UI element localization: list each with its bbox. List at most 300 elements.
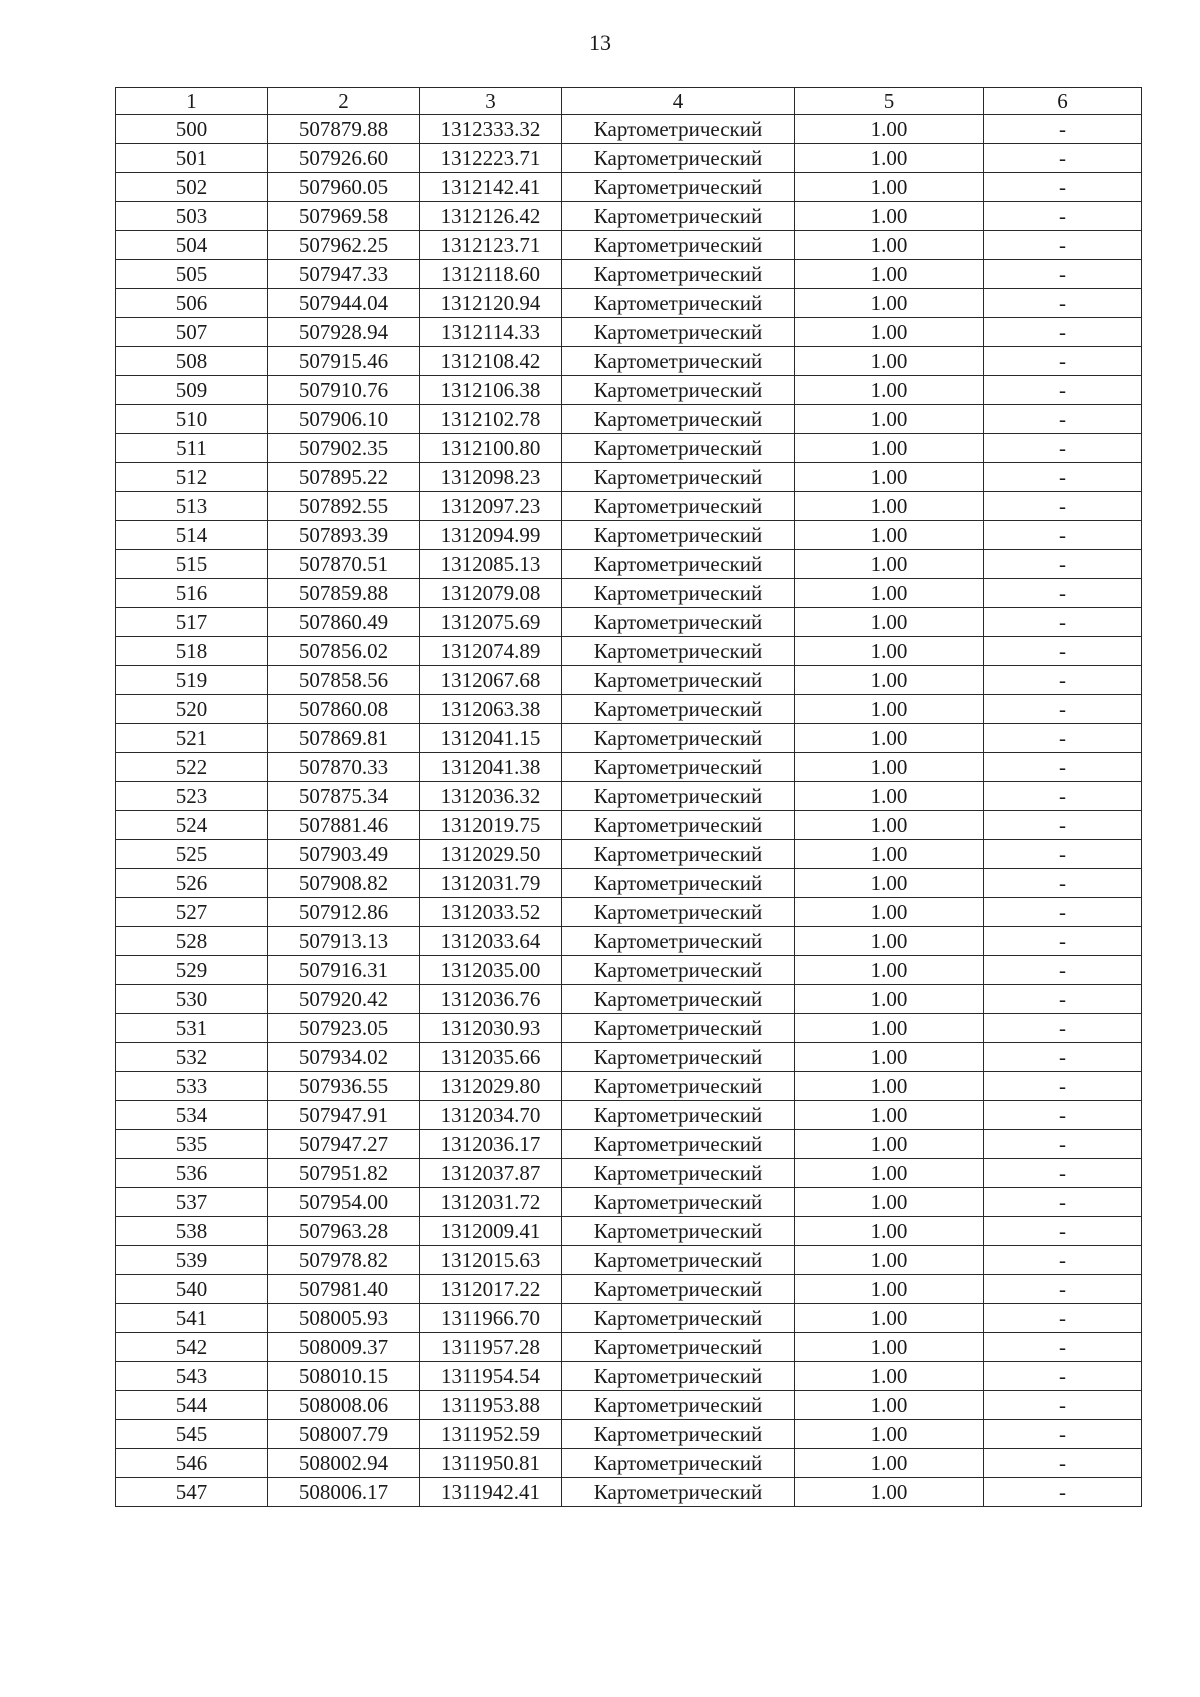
note-cell: - xyxy=(984,1420,1142,1449)
x-coordinate-cell: 507860.08 xyxy=(268,695,420,724)
method-cell: Картометрический xyxy=(562,492,795,521)
x-coordinate-cell: 507870.51 xyxy=(268,550,420,579)
note-cell: - xyxy=(984,579,1142,608)
method-cell: Картометрический xyxy=(562,637,795,666)
x-coordinate-cell: 507926.60 xyxy=(268,144,420,173)
method-cell: Картометрический xyxy=(562,840,795,869)
method-cell: Картометрический xyxy=(562,1246,795,1275)
table-row xyxy=(116,115,1142,144)
note-cell: - xyxy=(984,985,1142,1014)
note-cell: - xyxy=(984,1391,1142,1420)
accuracy-cell: 1.00 xyxy=(795,1391,984,1420)
accuracy-cell: 1.00 xyxy=(795,1333,984,1362)
point-number-cell: 539 xyxy=(116,1246,268,1275)
method-cell: Картометрический xyxy=(562,1043,795,1072)
x-coordinate-cell: 507969.58 xyxy=(268,202,420,231)
method-cell: Картометрический xyxy=(562,724,795,753)
note-cell: - xyxy=(984,260,1142,289)
x-coordinate-cell: 507951.82 xyxy=(268,1159,420,1188)
note-cell: - xyxy=(984,144,1142,173)
note-cell: - xyxy=(984,1304,1142,1333)
point-number-cell: 512 xyxy=(116,463,268,492)
x-coordinate-cell: 507875.34 xyxy=(268,782,420,811)
x-coordinate-cell: 507936.55 xyxy=(268,1072,420,1101)
table-row xyxy=(116,1130,1142,1159)
x-coordinate-cell: 507916.31 xyxy=(268,956,420,985)
point-number-cell: 519 xyxy=(116,666,268,695)
note-cell: - xyxy=(984,1217,1142,1246)
accuracy-cell: 1.00 xyxy=(795,347,984,376)
note-cell: - xyxy=(984,1072,1142,1101)
y-coordinate-cell: 1312108.42 xyxy=(420,347,562,376)
x-coordinate-cell: 507913.13 xyxy=(268,927,420,956)
y-coordinate-cell: 1312223.71 xyxy=(420,144,562,173)
accuracy-cell: 1.00 xyxy=(795,115,984,144)
x-coordinate-cell: 508008.06 xyxy=(268,1391,420,1420)
note-cell: - xyxy=(984,289,1142,318)
note-cell: - xyxy=(984,173,1142,202)
x-coordinate-cell: 507915.46 xyxy=(268,347,420,376)
page-number: 13 xyxy=(589,30,611,55)
method-cell: Картометрический xyxy=(562,347,795,376)
y-coordinate-cell: 1312114.33 xyxy=(420,318,562,347)
accuracy-cell: 1.00 xyxy=(795,231,984,260)
table-row xyxy=(116,666,1142,695)
point-number-cell: 522 xyxy=(116,753,268,782)
point-number-cell: 525 xyxy=(116,840,268,869)
point-number-cell: 508 xyxy=(116,347,268,376)
x-coordinate-cell: 507908.82 xyxy=(268,869,420,898)
note-cell: - xyxy=(984,521,1142,550)
accuracy-cell: 1.00 xyxy=(795,376,984,405)
table-row xyxy=(116,782,1142,811)
header-row xyxy=(116,88,1142,115)
method-cell: Картометрический xyxy=(562,1072,795,1101)
table-row xyxy=(116,1159,1142,1188)
x-coordinate-cell: 507963.28 xyxy=(268,1217,420,1246)
method-cell: Картометрический xyxy=(562,1449,795,1478)
table-row xyxy=(116,1072,1142,1101)
note-cell: - xyxy=(984,1101,1142,1130)
point-number-cell: 528 xyxy=(116,927,268,956)
table-row xyxy=(116,956,1142,985)
y-coordinate-cell: 1312120.94 xyxy=(420,289,562,318)
header-col-2: 2 xyxy=(268,88,420,115)
note-cell: - xyxy=(984,492,1142,521)
point-number-cell: 506 xyxy=(116,289,268,318)
x-coordinate-cell: 507856.02 xyxy=(268,637,420,666)
note-cell: - xyxy=(984,898,1142,927)
table-row xyxy=(116,753,1142,782)
point-number-cell: 520 xyxy=(116,695,268,724)
method-cell: Картометрический xyxy=(562,608,795,637)
table-row xyxy=(116,927,1142,956)
point-number-cell: 536 xyxy=(116,1159,268,1188)
method-cell: Картометрический xyxy=(562,1217,795,1246)
point-number-cell: 517 xyxy=(116,608,268,637)
method-cell: Картометрический xyxy=(562,318,795,347)
method-cell: Картометрический xyxy=(562,782,795,811)
note-cell: - xyxy=(984,347,1142,376)
method-cell: Картометрический xyxy=(562,1014,795,1043)
y-coordinate-cell: 1312098.23 xyxy=(420,463,562,492)
table-row xyxy=(116,608,1142,637)
x-coordinate-cell: 508005.93 xyxy=(268,1304,420,1333)
accuracy-cell: 1.00 xyxy=(795,1304,984,1333)
table-row xyxy=(116,144,1142,173)
note-cell: - xyxy=(984,956,1142,985)
accuracy-cell: 1.00 xyxy=(795,1449,984,1478)
coordinates-table xyxy=(115,87,1142,1507)
y-coordinate-cell: 1312041.15 xyxy=(420,724,562,753)
y-coordinate-cell: 1312033.64 xyxy=(420,927,562,956)
note-cell: - xyxy=(984,405,1142,434)
table-row xyxy=(116,637,1142,666)
point-number-cell: 541 xyxy=(116,1304,268,1333)
y-coordinate-cell: 1312036.76 xyxy=(420,985,562,1014)
method-cell: Картометрический xyxy=(562,144,795,173)
point-number-cell: 543 xyxy=(116,1362,268,1391)
y-coordinate-cell: 1312126.42 xyxy=(420,202,562,231)
method-cell: Картометрический xyxy=(562,898,795,927)
y-coordinate-cell: 1311942.41 xyxy=(420,1478,562,1507)
method-cell: Картометрический xyxy=(562,463,795,492)
table-row xyxy=(116,1478,1142,1507)
note-cell: - xyxy=(984,1275,1142,1304)
note-cell: - xyxy=(984,318,1142,347)
table-row xyxy=(116,376,1142,405)
point-number-cell: 509 xyxy=(116,376,268,405)
x-coordinate-cell: 507895.22 xyxy=(268,463,420,492)
y-coordinate-cell: 1312031.79 xyxy=(420,869,562,898)
method-cell: Картометрический xyxy=(562,1420,795,1449)
y-coordinate-cell: 1312079.08 xyxy=(420,579,562,608)
point-number-cell: 533 xyxy=(116,1072,268,1101)
table-row xyxy=(116,521,1142,550)
y-coordinate-cell: 1312037.87 xyxy=(420,1159,562,1188)
y-coordinate-cell: 1312118.60 xyxy=(420,260,562,289)
note-cell: - xyxy=(984,869,1142,898)
y-coordinate-cell: 1312036.32 xyxy=(420,782,562,811)
table-row xyxy=(116,492,1142,521)
point-number-cell: 532 xyxy=(116,1043,268,1072)
x-coordinate-cell: 508006.17 xyxy=(268,1478,420,1507)
x-coordinate-cell: 507859.88 xyxy=(268,579,420,608)
note-cell: - xyxy=(984,753,1142,782)
note-cell: - xyxy=(984,231,1142,260)
point-number-cell: 504 xyxy=(116,231,268,260)
method-cell: Картометрический xyxy=(562,1159,795,1188)
note-cell: - xyxy=(984,782,1142,811)
accuracy-cell: 1.00 xyxy=(795,260,984,289)
table-row xyxy=(116,695,1142,724)
accuracy-cell: 1.00 xyxy=(795,753,984,782)
method-cell: Картометрический xyxy=(562,1130,795,1159)
method-cell: Картометрический xyxy=(562,1391,795,1420)
method-cell: Картометрический xyxy=(562,956,795,985)
method-cell: Картометрический xyxy=(562,811,795,840)
table-row xyxy=(116,985,1142,1014)
y-coordinate-cell: 1312063.38 xyxy=(420,695,562,724)
point-number-cell: 521 xyxy=(116,724,268,753)
accuracy-cell: 1.00 xyxy=(795,811,984,840)
y-coordinate-cell: 1312029.80 xyxy=(420,1072,562,1101)
point-number-cell: 530 xyxy=(116,985,268,1014)
x-coordinate-cell: 507962.25 xyxy=(268,231,420,260)
table-row xyxy=(116,1275,1142,1304)
x-coordinate-cell: 507903.49 xyxy=(268,840,420,869)
note-cell: - xyxy=(984,434,1142,463)
method-cell: Картометрический xyxy=(562,521,795,550)
x-coordinate-cell: 507947.33 xyxy=(268,260,420,289)
point-number-cell: 538 xyxy=(116,1217,268,1246)
table-row xyxy=(116,1217,1142,1246)
table-row xyxy=(116,724,1142,753)
accuracy-cell: 1.00 xyxy=(795,724,984,753)
note-cell: - xyxy=(984,637,1142,666)
table-row xyxy=(116,840,1142,869)
method-cell: Картометрический xyxy=(562,1304,795,1333)
point-number-cell: 503 xyxy=(116,202,268,231)
accuracy-cell: 1.00 xyxy=(795,492,984,521)
x-coordinate-cell: 507893.39 xyxy=(268,521,420,550)
x-coordinate-cell: 508009.37 xyxy=(268,1333,420,1362)
y-coordinate-cell: 1312034.70 xyxy=(420,1101,562,1130)
note-cell: - xyxy=(984,1043,1142,1072)
method-cell: Картометрический xyxy=(562,869,795,898)
header-col-1: 1 xyxy=(116,88,268,115)
note-cell: - xyxy=(984,376,1142,405)
x-coordinate-cell: 507934.02 xyxy=(268,1043,420,1072)
point-number-cell: 513 xyxy=(116,492,268,521)
x-coordinate-cell: 507923.05 xyxy=(268,1014,420,1043)
table-row xyxy=(116,405,1142,434)
accuracy-cell: 1.00 xyxy=(795,840,984,869)
accuracy-cell: 1.00 xyxy=(795,956,984,985)
x-coordinate-cell: 507978.82 xyxy=(268,1246,420,1275)
accuracy-cell: 1.00 xyxy=(795,1159,984,1188)
note-cell: - xyxy=(984,724,1142,753)
method-cell: Картометрический xyxy=(562,753,795,782)
point-number-cell: 537 xyxy=(116,1188,268,1217)
point-number-cell: 514 xyxy=(116,521,268,550)
point-number-cell: 510 xyxy=(116,405,268,434)
x-coordinate-cell: 507869.81 xyxy=(268,724,420,753)
table-row xyxy=(116,1246,1142,1275)
accuracy-cell: 1.00 xyxy=(795,927,984,956)
accuracy-cell: 1.00 xyxy=(795,521,984,550)
note-cell: - xyxy=(984,1362,1142,1391)
x-coordinate-cell: 507858.56 xyxy=(268,666,420,695)
point-number-cell: 542 xyxy=(116,1333,268,1362)
note-cell: - xyxy=(984,1449,1142,1478)
table-row xyxy=(116,1391,1142,1420)
note-cell: - xyxy=(984,550,1142,579)
table-row xyxy=(116,260,1142,289)
y-coordinate-cell: 1311950.81 xyxy=(420,1449,562,1478)
header-col-4: 4 xyxy=(562,88,795,115)
accuracy-cell: 1.00 xyxy=(795,202,984,231)
accuracy-cell: 1.00 xyxy=(795,318,984,347)
y-coordinate-cell: 1311954.54 xyxy=(420,1362,562,1391)
note-cell: - xyxy=(984,1246,1142,1275)
table-row xyxy=(116,550,1142,579)
x-coordinate-cell: 508010.15 xyxy=(268,1362,420,1391)
point-number-cell: 544 xyxy=(116,1391,268,1420)
y-coordinate-cell: 1312030.93 xyxy=(420,1014,562,1043)
method-cell: Картометрический xyxy=(562,115,795,144)
method-cell: Картометрический xyxy=(562,231,795,260)
method-cell: Картометрический xyxy=(562,289,795,318)
table-header xyxy=(116,88,1142,115)
accuracy-cell: 1.00 xyxy=(795,1130,984,1159)
y-coordinate-cell: 1312015.63 xyxy=(420,1246,562,1275)
accuracy-cell: 1.00 xyxy=(795,666,984,695)
y-coordinate-cell: 1311953.88 xyxy=(420,1391,562,1420)
x-coordinate-cell: 507912.86 xyxy=(268,898,420,927)
method-cell: Картометрический xyxy=(562,666,795,695)
table-row xyxy=(116,434,1142,463)
y-coordinate-cell: 1312035.00 xyxy=(420,956,562,985)
x-coordinate-cell: 507920.42 xyxy=(268,985,420,1014)
note-cell: - xyxy=(984,1188,1142,1217)
accuracy-cell: 1.00 xyxy=(795,782,984,811)
accuracy-cell: 1.00 xyxy=(795,144,984,173)
point-number-cell: 501 xyxy=(116,144,268,173)
method-cell: Картометрический xyxy=(562,695,795,724)
accuracy-cell: 1.00 xyxy=(795,1043,984,1072)
method-cell: Картометрический xyxy=(562,1275,795,1304)
point-number-cell: 540 xyxy=(116,1275,268,1304)
accuracy-cell: 1.00 xyxy=(795,1420,984,1449)
table-row xyxy=(116,1362,1142,1391)
accuracy-cell: 1.00 xyxy=(795,1072,984,1101)
point-number-cell: 518 xyxy=(116,637,268,666)
point-number-cell: 507 xyxy=(116,318,268,347)
x-coordinate-cell: 507860.49 xyxy=(268,608,420,637)
note-cell: - xyxy=(984,1130,1142,1159)
note-cell: - xyxy=(984,1159,1142,1188)
note-cell: - xyxy=(984,463,1142,492)
y-coordinate-cell: 1312035.66 xyxy=(420,1043,562,1072)
accuracy-cell: 1.00 xyxy=(795,695,984,724)
accuracy-cell: 1.00 xyxy=(795,869,984,898)
y-coordinate-cell: 1312019.75 xyxy=(420,811,562,840)
y-coordinate-cell: 1312033.52 xyxy=(420,898,562,927)
method-cell: Картометрический xyxy=(562,550,795,579)
method-cell: Картометрический xyxy=(562,1478,795,1507)
x-coordinate-cell: 507981.40 xyxy=(268,1275,420,1304)
note-cell: - xyxy=(984,1014,1142,1043)
accuracy-cell: 1.00 xyxy=(795,463,984,492)
note-cell: - xyxy=(984,202,1142,231)
point-number-cell: 547 xyxy=(116,1478,268,1507)
y-coordinate-cell: 1311957.28 xyxy=(420,1333,562,1362)
table-row xyxy=(116,898,1142,927)
x-coordinate-cell: 507906.10 xyxy=(268,405,420,434)
point-number-cell: 515 xyxy=(116,550,268,579)
y-coordinate-cell: 1312106.38 xyxy=(420,376,562,405)
x-coordinate-cell: 507879.88 xyxy=(268,115,420,144)
table-row xyxy=(116,1101,1142,1130)
table-row xyxy=(116,347,1142,376)
method-cell: Картометрический xyxy=(562,202,795,231)
accuracy-cell: 1.00 xyxy=(795,1217,984,1246)
point-number-cell: 500 xyxy=(116,115,268,144)
y-coordinate-cell: 1312009.41 xyxy=(420,1217,562,1246)
method-cell: Картометрический xyxy=(562,405,795,434)
table-row xyxy=(116,173,1142,202)
table-row xyxy=(116,318,1142,347)
point-number-cell: 535 xyxy=(116,1130,268,1159)
x-coordinate-cell: 507881.46 xyxy=(268,811,420,840)
table-row xyxy=(116,463,1142,492)
accuracy-cell: 1.00 xyxy=(795,637,984,666)
x-coordinate-cell: 507954.00 xyxy=(268,1188,420,1217)
point-number-cell: 534 xyxy=(116,1101,268,1130)
method-cell: Картометрический xyxy=(562,434,795,463)
note-cell: - xyxy=(984,695,1142,724)
accuracy-cell: 1.00 xyxy=(795,405,984,434)
header-col-6: 6 xyxy=(984,88,1142,115)
point-number-cell: 502 xyxy=(116,173,268,202)
note-cell: - xyxy=(984,666,1142,695)
accuracy-cell: 1.00 xyxy=(795,1014,984,1043)
point-number-cell: 524 xyxy=(116,811,268,840)
accuracy-cell: 1.00 xyxy=(795,173,984,202)
point-number-cell: 505 xyxy=(116,260,268,289)
method-cell: Картометрический xyxy=(562,173,795,202)
x-coordinate-cell: 507947.27 xyxy=(268,1130,420,1159)
method-cell: Картометрический xyxy=(562,1188,795,1217)
note-cell: - xyxy=(984,608,1142,637)
y-coordinate-cell: 1312036.17 xyxy=(420,1130,562,1159)
y-coordinate-cell: 1312142.41 xyxy=(420,173,562,202)
y-coordinate-cell: 1312123.71 xyxy=(420,231,562,260)
y-coordinate-cell: 1312067.68 xyxy=(420,666,562,695)
table-row xyxy=(116,869,1142,898)
y-coordinate-cell: 1312085.13 xyxy=(420,550,562,579)
method-cell: Картометрический xyxy=(562,260,795,289)
point-number-cell: 523 xyxy=(116,782,268,811)
y-coordinate-cell: 1312333.32 xyxy=(420,115,562,144)
point-number-cell: 546 xyxy=(116,1449,268,1478)
x-coordinate-cell: 507947.91 xyxy=(268,1101,420,1130)
point-number-cell: 511 xyxy=(116,434,268,463)
note-cell: - xyxy=(984,115,1142,144)
x-coordinate-cell: 507910.76 xyxy=(268,376,420,405)
y-coordinate-cell: 1312074.89 xyxy=(420,637,562,666)
method-cell: Картометрический xyxy=(562,1101,795,1130)
x-coordinate-cell: 508002.94 xyxy=(268,1449,420,1478)
accuracy-cell: 1.00 xyxy=(795,434,984,463)
y-coordinate-cell: 1312031.72 xyxy=(420,1188,562,1217)
method-cell: Картометрический xyxy=(562,1362,795,1391)
table-row xyxy=(116,1043,1142,1072)
table-row xyxy=(116,579,1142,608)
table-row xyxy=(116,289,1142,318)
table-row xyxy=(116,811,1142,840)
y-coordinate-cell: 1312017.22 xyxy=(420,1275,562,1304)
x-coordinate-cell: 507944.04 xyxy=(268,289,420,318)
note-cell: - xyxy=(984,840,1142,869)
point-number-cell: 516 xyxy=(116,579,268,608)
y-coordinate-cell: 1312094.99 xyxy=(420,521,562,550)
point-number-cell: 527 xyxy=(116,898,268,927)
method-cell: Картометрический xyxy=(562,1333,795,1362)
table-row xyxy=(116,1304,1142,1333)
point-number-cell: 531 xyxy=(116,1014,268,1043)
